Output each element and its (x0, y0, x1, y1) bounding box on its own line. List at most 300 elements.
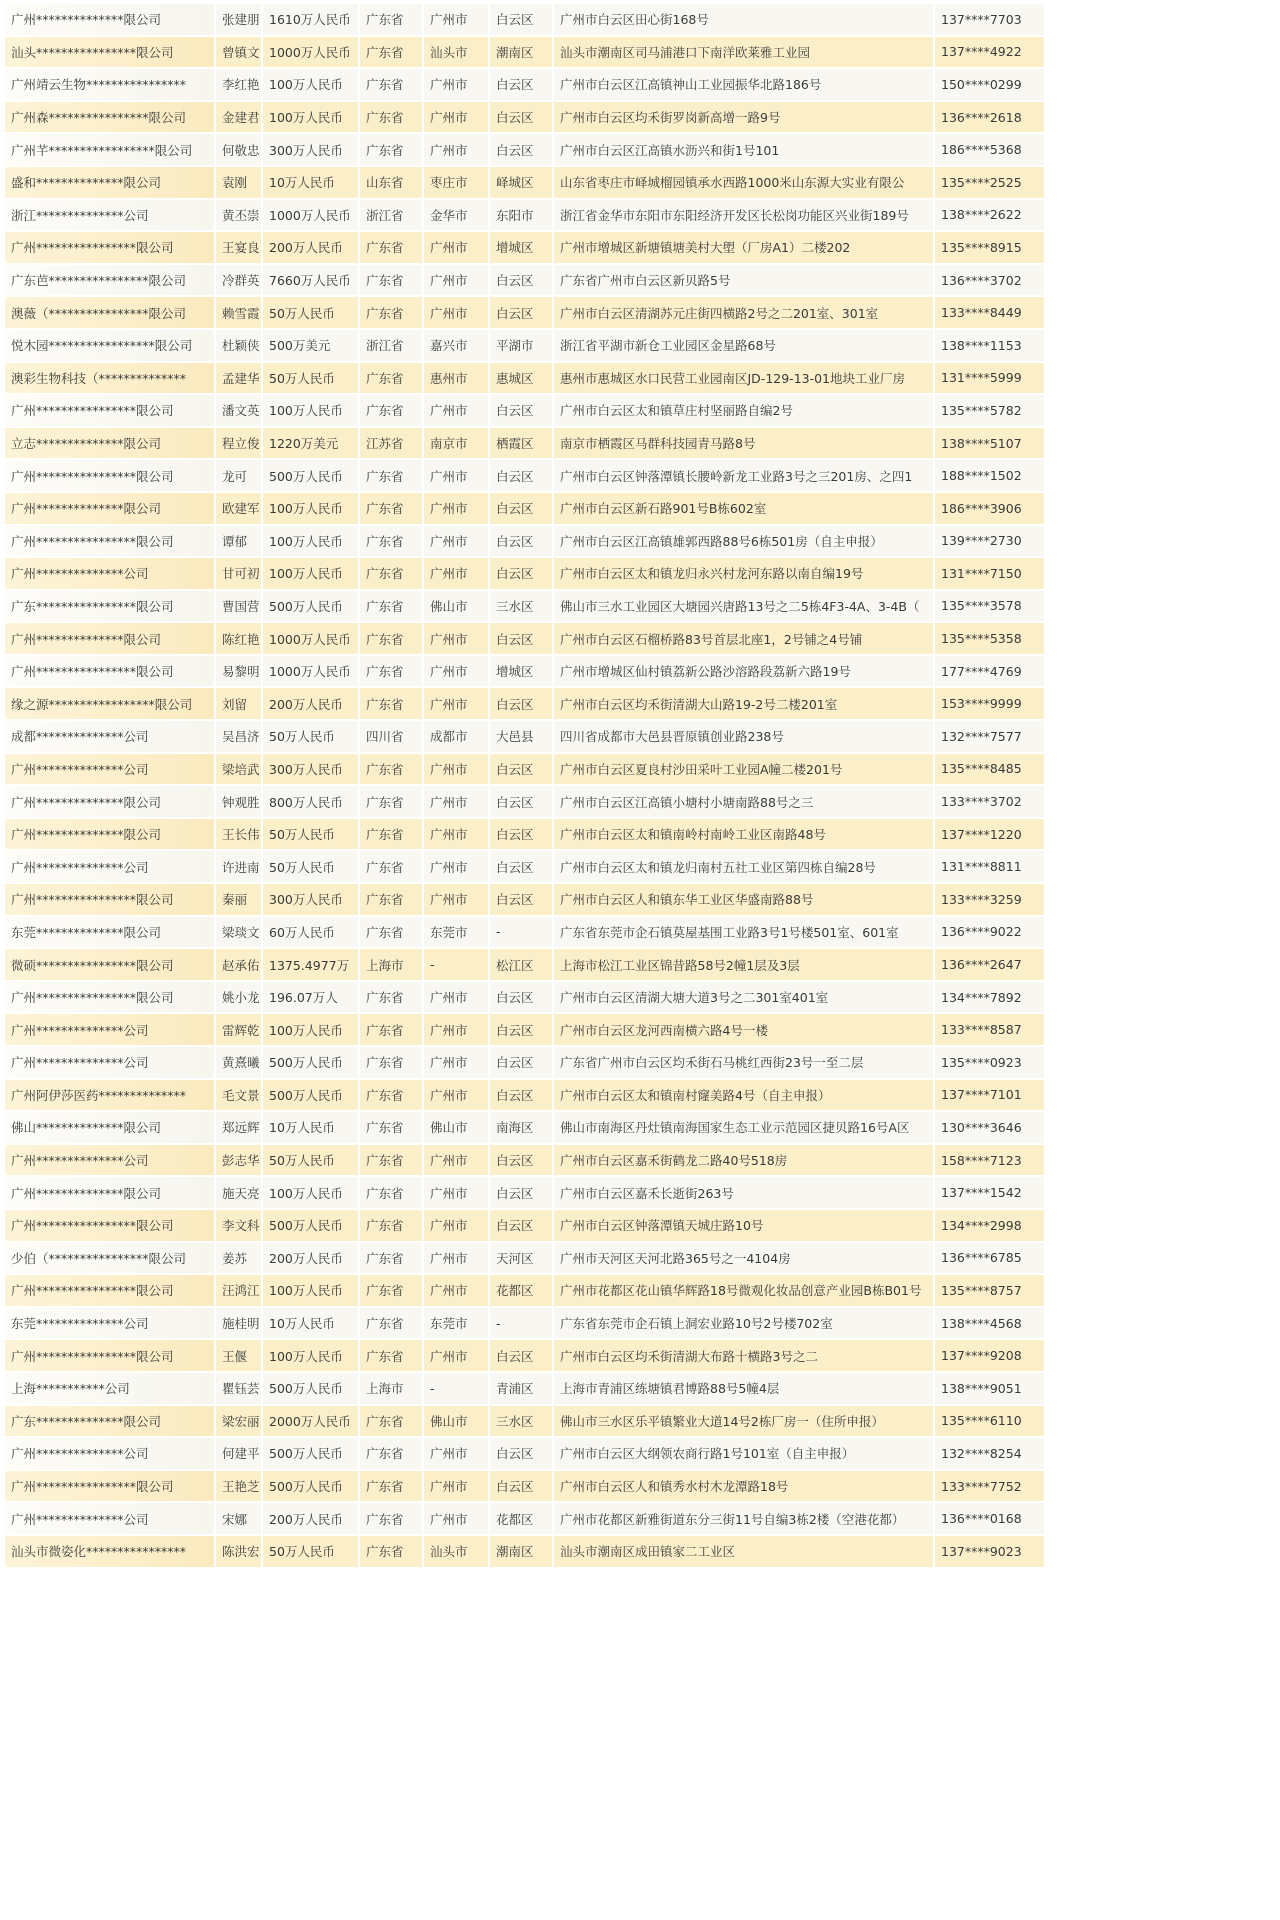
legal-rep-cell: 潘文英 (215, 394, 262, 427)
legal-rep-cell: 陈红艳 (215, 622, 262, 655)
district-cell: 增城区 (489, 231, 553, 264)
phone-cell: 137****7703 (934, 4, 1045, 36)
district-cell: - (489, 1307, 553, 1340)
province-cell: 山东省 (359, 166, 423, 199)
capital-cell: 500万人民币 (262, 1470, 359, 1503)
legal-rep-cell: 谭郁 (215, 525, 262, 558)
address-cell: 广州市白云区人和镇秀水村木龙潭路18号 (553, 1470, 934, 1503)
capital-cell: 500万人民币 (262, 1079, 359, 1112)
district-cell: 白云区 (489, 850, 553, 883)
city-cell: 佛山市 (423, 1111, 489, 1144)
company-name-cell: 广州****************限公司 (5, 1209, 215, 1242)
legal-rep-cell: 赵承佑 (215, 948, 262, 981)
company-name-cell: 少伯（****************限公司 (5, 1242, 215, 1275)
district-cell: 天河区 (489, 1242, 553, 1275)
phone-cell: 133****7752 (934, 1470, 1045, 1503)
phone-cell: 186****3906 (934, 492, 1045, 525)
table-row (5, 1470, 1045, 1503)
table-row (5, 1372, 1045, 1405)
city-cell: 广州市 (423, 1046, 489, 1079)
table-row (5, 101, 1045, 134)
capital-cell: 50万人民币 (262, 850, 359, 883)
address-cell: 广州市白云区人和镇东华工业区华盛南路88号 (553, 883, 934, 916)
province-cell: 广东省 (359, 916, 423, 949)
capital-cell: 500万人民币 (262, 1437, 359, 1470)
company-name-cell: 成都**************公司 (5, 720, 215, 753)
phone-cell: 138****1153 (934, 329, 1045, 362)
phone-cell: 138****9051 (934, 1372, 1045, 1405)
district-cell: 松江区 (489, 948, 553, 981)
company-name-cell: 广州阿伊莎医药************** (5, 1079, 215, 1112)
province-cell: 广东省 (359, 525, 423, 558)
address-cell: 广州市增城区新塘镇塘美村大塱（厂房A1）二楼202 (553, 231, 934, 264)
legal-rep-cell: 李文科 (215, 1209, 262, 1242)
city-cell: 嘉兴市 (423, 329, 489, 362)
phone-cell: 153****9999 (934, 687, 1045, 720)
address-cell: 上海市松江工业区锦昔路58号2幢1层及3层 (553, 948, 934, 981)
table-row (5, 231, 1045, 264)
legal-rep-cell: 李红艳 (215, 68, 262, 101)
company-name-cell: 立志**************限公司 (5, 427, 215, 460)
capital-cell: 10万人民币 (262, 1307, 359, 1340)
phone-cell: 150****0299 (934, 68, 1045, 101)
address-cell: 广州市白云区太和镇龙归永兴村龙河东路以南自编19号 (553, 557, 934, 590)
address-cell: 惠州市惠城区水口民营工业园南区JD-129-13-01地块工业厂房 (553, 362, 934, 395)
address-cell: 广州市白云区均禾街清湖大山路19-2号二楼201室 (553, 687, 934, 720)
city-cell: 广州市 (423, 818, 489, 851)
district-cell: 白云区 (489, 753, 553, 786)
table-row (5, 1339, 1045, 1372)
table-row (5, 1046, 1045, 1079)
table-row (5, 133, 1045, 166)
company-name-cell: 广州**************公司 (5, 1502, 215, 1535)
city-cell: 广州市 (423, 394, 489, 427)
province-cell: 广东省 (359, 850, 423, 883)
district-cell: 三水区 (489, 590, 553, 623)
phone-cell: 136****2647 (934, 948, 1045, 981)
legal-rep-cell: 欧建军 (215, 492, 262, 525)
capital-cell: 200万人民币 (262, 231, 359, 264)
province-cell: 广东省 (359, 1405, 423, 1438)
capital-cell: 100万人民币 (262, 68, 359, 101)
company-name-cell: 广州**************限公司 (5, 622, 215, 655)
province-cell: 广东省 (359, 1176, 423, 1209)
province-cell: 广东省 (359, 133, 423, 166)
phone-cell: 186****5368 (934, 133, 1045, 166)
table-row (5, 166, 1045, 199)
address-cell: 上海市青浦区练塘镇君博路88号5幢4层 (553, 1372, 934, 1405)
district-cell: 潮南区 (489, 1535, 553, 1568)
district-cell: 东阳市 (489, 199, 553, 232)
address-cell: 广州市白云区江高镇神山工业园振华北路186号 (553, 68, 934, 101)
district-cell: 白云区 (489, 101, 553, 134)
company-name-cell: 佛山**************限公司 (5, 1111, 215, 1144)
legal-rep-cell: 何敬忠 (215, 133, 262, 166)
address-cell: 广州市花都区新雅街道东分三街11号自编3栋2楼（空港花都） (553, 1502, 934, 1535)
city-cell: 广州市 (423, 622, 489, 655)
city-cell: - (423, 948, 489, 981)
district-cell: 白云区 (489, 133, 553, 166)
capital-cell: 300万人民币 (262, 883, 359, 916)
city-cell: 广州市 (423, 850, 489, 883)
company-name-cell: 澳彩生物科技（************** (5, 362, 215, 395)
table-row (5, 948, 1045, 981)
city-cell: 广州市 (423, 1274, 489, 1307)
city-cell: 佛山市 (423, 1405, 489, 1438)
capital-cell: 100万人民币 (262, 1339, 359, 1372)
province-cell: 广东省 (359, 1470, 423, 1503)
address-cell: 广州市白云区大纲领农商行路1号101室（自主申报） (553, 1437, 934, 1470)
legal-rep-cell: 梁宏丽 (215, 1405, 262, 1438)
district-cell: 白云区 (489, 264, 553, 297)
city-cell: 汕头市 (423, 36, 489, 69)
table-row (5, 525, 1045, 558)
province-cell: 广东省 (359, 362, 423, 395)
phone-cell: 135****2525 (934, 166, 1045, 199)
capital-cell: 100万人民币 (262, 101, 359, 134)
legal-rep-cell: 钟观胜 (215, 785, 262, 818)
province-cell: 广东省 (359, 1307, 423, 1340)
company-name-cell: 缘之源*****************限公司 (5, 687, 215, 720)
capital-cell: 300万人民币 (262, 133, 359, 166)
table-row (5, 1144, 1045, 1177)
legal-rep-cell: 姜苏 (215, 1242, 262, 1275)
legal-rep-cell: 龙可 (215, 459, 262, 492)
address-cell: 广州市白云区钟落潭镇天城庄路10号 (553, 1209, 934, 1242)
company-name-cell: 广州**************限公司 (5, 492, 215, 525)
province-cell: 广东省 (359, 1013, 423, 1046)
legal-rep-cell: 杜颖侠 (215, 329, 262, 362)
capital-cell: 100万人民币 (262, 1176, 359, 1209)
legal-rep-cell: 曾镇文 (215, 36, 262, 69)
city-cell: 广州市 (423, 557, 489, 590)
city-cell: 广州市 (423, 753, 489, 786)
legal-rep-cell: 秦丽 (215, 883, 262, 916)
province-cell: 广东省 (359, 264, 423, 297)
phone-cell: 135****8485 (934, 753, 1045, 786)
phone-cell: 136****9022 (934, 916, 1045, 949)
city-cell: 惠州市 (423, 362, 489, 395)
phone-cell: 133****3702 (934, 785, 1045, 818)
legal-rep-cell: 甘可初 (215, 557, 262, 590)
company-name-cell: 广州****************限公司 (5, 655, 215, 688)
province-cell: 上海市 (359, 1372, 423, 1405)
table-row (5, 4, 1045, 36)
company-table (5, 4, 1046, 1569)
phone-cell: 137****7101 (934, 1079, 1045, 1112)
capital-cell: 300万人民币 (262, 753, 359, 786)
address-cell: 广州市白云区清湖大塘大道3号之二301室401室 (553, 981, 934, 1014)
city-cell: 广州市 (423, 1144, 489, 1177)
capital-cell: 7660万人民币 (262, 264, 359, 297)
capital-cell: 10万人民币 (262, 166, 359, 199)
phone-cell: 131****7150 (934, 557, 1045, 590)
address-cell: 广州市白云区江高镇水沥兴和街1号101 (553, 133, 934, 166)
district-cell: 南海区 (489, 1111, 553, 1144)
address-cell: 汕头市潮南区成田镇家二工业区 (553, 1535, 934, 1568)
district-cell: 白云区 (489, 68, 553, 101)
company-name-cell: 广州**************公司 (5, 1046, 215, 1079)
company-name-cell: 广州**************公司 (5, 753, 215, 786)
capital-cell: 100万人民币 (262, 394, 359, 427)
table-row (5, 1405, 1045, 1438)
city-cell: 广州市 (423, 687, 489, 720)
table-row (5, 981, 1045, 1014)
phone-cell: 137****1542 (934, 1176, 1045, 1209)
province-cell: 广东省 (359, 981, 423, 1014)
legal-rep-cell: 易黎明 (215, 655, 262, 688)
company-name-cell: 广州**************限公司 (5, 785, 215, 818)
province-cell: 广东省 (359, 1339, 423, 1372)
table-row (5, 1274, 1045, 1307)
address-cell: 广州市白云区太和镇龙归南村五社工业区第四栋自编28号 (553, 850, 934, 883)
table-row (5, 492, 1045, 525)
province-cell: 广东省 (359, 1242, 423, 1275)
phone-cell: 177****4769 (934, 655, 1045, 688)
company-name-cell: 广州****************限公司 (5, 883, 215, 916)
district-cell: 白云区 (489, 557, 553, 590)
city-cell: 广州市 (423, 296, 489, 329)
table-body (5, 4, 1045, 1568)
district-cell: 青浦区 (489, 1372, 553, 1405)
district-cell: 白云区 (489, 687, 553, 720)
capital-cell: 50万人民币 (262, 818, 359, 851)
legal-rep-cell: 雷辉乾 (215, 1013, 262, 1046)
address-cell: 广州市白云区夏良村沙田采叶工业园A幢二楼201号 (553, 753, 934, 786)
table-row (5, 1307, 1045, 1340)
table-row (5, 459, 1045, 492)
capital-cell: 500万人民币 (262, 1046, 359, 1079)
province-cell: 广东省 (359, 590, 423, 623)
province-cell: 广东省 (359, 231, 423, 264)
province-cell: 广东省 (359, 1437, 423, 1470)
district-cell: 花都区 (489, 1502, 553, 1535)
province-cell: 江苏省 (359, 427, 423, 460)
legal-rep-cell: 王艳芝 (215, 1470, 262, 1503)
legal-rep-cell: 吴昌济 (215, 720, 262, 753)
table-row (5, 1437, 1045, 1470)
company-name-cell: 广州****************限公司 (5, 394, 215, 427)
city-cell: 东莞市 (423, 1307, 489, 1340)
phone-cell: 131****5999 (934, 362, 1045, 395)
legal-rep-cell: 王长伟 (215, 818, 262, 851)
table-row (5, 687, 1045, 720)
capital-cell: 196.07万人 (262, 981, 359, 1014)
district-cell: 增城区 (489, 655, 553, 688)
province-cell: 广东省 (359, 492, 423, 525)
legal-rep-cell: 梁培武 (215, 753, 262, 786)
city-cell: 广州市 (423, 1339, 489, 1372)
province-cell: 广东省 (359, 1502, 423, 1535)
city-cell: 广州市 (423, 68, 489, 101)
phone-cell: 135****5782 (934, 394, 1045, 427)
table-row (5, 199, 1045, 232)
district-cell: - (489, 916, 553, 949)
legal-rep-cell: 汪鸿江 (215, 1274, 262, 1307)
phone-cell: 134****7892 (934, 981, 1045, 1014)
phone-cell: 158****7123 (934, 1144, 1045, 1177)
phone-cell: 135****5358 (934, 622, 1045, 655)
city-cell: 广州市 (423, 883, 489, 916)
phone-cell: 134****2998 (934, 1209, 1045, 1242)
company-name-cell: 广州**************限公司 (5, 4, 215, 36)
city-cell: 金华市 (423, 199, 489, 232)
district-cell: 花都区 (489, 1274, 553, 1307)
province-cell: 广东省 (359, 622, 423, 655)
table-row (5, 1013, 1045, 1046)
table-row (5, 362, 1045, 395)
capital-cell: 50万人民币 (262, 1144, 359, 1177)
province-cell: 广东省 (359, 36, 423, 69)
company-name-cell: 广东芭****************限公司 (5, 264, 215, 297)
company-name-cell: 广州****************限公司 (5, 459, 215, 492)
district-cell: 白云区 (489, 1144, 553, 1177)
phone-cell: 136****6785 (934, 1242, 1045, 1275)
province-cell: 广东省 (359, 459, 423, 492)
legal-rep-cell: 王宴良 (215, 231, 262, 264)
legal-rep-cell: 姚小龙 (215, 981, 262, 1014)
legal-rep-cell: 彭志华 (215, 1144, 262, 1177)
legal-rep-cell: 曹国营 (215, 590, 262, 623)
city-cell: 广州市 (423, 1242, 489, 1275)
phone-cell: 133****8587 (934, 1013, 1045, 1046)
city-cell: 广州市 (423, 264, 489, 297)
address-cell: 广州市白云区钟落潭镇长腰岭新龙工业路3号之三201房、之四1 (553, 459, 934, 492)
company-name-cell: 广州**************限公司 (5, 1176, 215, 1209)
city-cell: 广州市 (423, 785, 489, 818)
district-cell: 潮南区 (489, 36, 553, 69)
capital-cell: 1000万人民币 (262, 622, 359, 655)
province-cell: 广东省 (359, 687, 423, 720)
table-row (5, 1535, 1045, 1568)
address-cell: 广州市天河区天河北路365号之一4104房 (553, 1242, 934, 1275)
capital-cell: 1000万人民币 (262, 199, 359, 232)
capital-cell: 500万美元 (262, 329, 359, 362)
province-cell: 广东省 (359, 753, 423, 786)
legal-rep-cell: 张建朋 (215, 4, 262, 36)
province-cell: 广东省 (359, 883, 423, 916)
legal-rep-cell: 黄丕崇 (215, 199, 262, 232)
city-cell: 广州市 (423, 4, 489, 36)
capital-cell: 100万人民币 (262, 525, 359, 558)
province-cell: 广东省 (359, 394, 423, 427)
address-cell: 浙江省金华市东阳市东阳经济开发区长松岗功能区兴业街189号 (553, 199, 934, 232)
table-row (5, 1502, 1045, 1535)
province-cell: 广东省 (359, 785, 423, 818)
capital-cell: 10万人民币 (262, 1111, 359, 1144)
phone-cell: 135****3578 (934, 590, 1045, 623)
table-row (5, 720, 1045, 753)
capital-cell: 1610万人民币 (262, 4, 359, 36)
district-cell: 白云区 (489, 1339, 553, 1372)
address-cell: 广州市白云区清湖苏元庄街四横路2号之二201室、301室 (553, 296, 934, 329)
address-cell: 广州市白云区石榴桥路83号首层北座1，2号铺之4号铺 (553, 622, 934, 655)
capital-cell: 100万人民币 (262, 1274, 359, 1307)
legal-rep-cell: 程立俊 (215, 427, 262, 460)
table-row (5, 883, 1045, 916)
company-name-cell: 广州**************公司 (5, 1144, 215, 1177)
district-cell: 白云区 (489, 1079, 553, 1112)
district-cell: 白云区 (489, 622, 553, 655)
phone-cell: 132****7577 (934, 720, 1045, 753)
company-name-cell: 汕头****************限公司 (5, 36, 215, 69)
legal-rep-cell: 毛文景 (215, 1079, 262, 1112)
phone-cell: 133****8449 (934, 296, 1045, 329)
legal-rep-cell: 施桂明 (215, 1307, 262, 1340)
table-row (5, 36, 1045, 69)
phone-cell: 136****2618 (934, 101, 1045, 134)
capital-cell: 1375.4977万 (262, 948, 359, 981)
district-cell: 白云区 (489, 4, 553, 36)
capital-cell: 50万人民币 (262, 720, 359, 753)
city-cell: 广州市 (423, 1470, 489, 1503)
city-cell: 南京市 (423, 427, 489, 460)
address-cell: 佛山市南海区丹灶镇南海国家生态工业示范园区捷贝路16号A区 (553, 1111, 934, 1144)
district-cell: 白云区 (489, 1209, 553, 1242)
capital-cell: 800万人民币 (262, 785, 359, 818)
table-row (5, 622, 1045, 655)
table-row (5, 394, 1045, 427)
address-cell: 广州市白云区江高镇小塘村小塘南路88号之三 (553, 785, 934, 818)
table-row (5, 557, 1045, 590)
table-row (5, 68, 1045, 101)
phone-cell: 137****4922 (934, 36, 1045, 69)
capital-cell: 500万人民币 (262, 459, 359, 492)
district-cell: 白云区 (489, 492, 553, 525)
address-cell: 广州市花都区花山镇华辉路18号微观化妆品创意产业园B栋B01号 (553, 1274, 934, 1307)
city-cell: 枣庄市 (423, 166, 489, 199)
district-cell: 平湖市 (489, 329, 553, 362)
phone-cell: 135****8757 (934, 1274, 1045, 1307)
capital-cell: 1000万人民币 (262, 36, 359, 69)
province-cell: 广东省 (359, 1046, 423, 1079)
capital-cell: 1220万美元 (262, 427, 359, 460)
district-cell: 白云区 (489, 981, 553, 1014)
city-cell: 广州市 (423, 525, 489, 558)
district-cell: 白云区 (489, 296, 553, 329)
legal-rep-cell: 陈洪宏 (215, 1535, 262, 1568)
district-cell: 惠城区 (489, 362, 553, 395)
company-name-cell: 广州**************限公司 (5, 818, 215, 851)
company-name-cell: 广州**************公司 (5, 557, 215, 590)
table-row (5, 753, 1045, 786)
district-cell: 白云区 (489, 394, 553, 427)
district-cell: 白云区 (489, 1013, 553, 1046)
city-cell: 广州市 (423, 1176, 489, 1209)
address-cell: 广州市白云区太和镇南村窿美路4号（自主申报） (553, 1079, 934, 1112)
legal-rep-cell: 宋娜 (215, 1502, 262, 1535)
capital-cell: 200万人民币 (262, 687, 359, 720)
capital-cell: 500万人民币 (262, 1372, 359, 1405)
address-cell: 广州市白云区太和镇草庄村坚丽路自编2号 (553, 394, 934, 427)
capital-cell: 100万人民币 (262, 492, 359, 525)
capital-cell: 50万人民币 (262, 296, 359, 329)
district-cell: 白云区 (489, 525, 553, 558)
company-name-cell: 悦木园*****************限公司 (5, 329, 215, 362)
province-cell: 广东省 (359, 557, 423, 590)
address-cell: 广州市白云区江高镇雄郭西路88号6栋501房（自主申报） (553, 525, 934, 558)
company-name-cell: 东莞**************限公司 (5, 916, 215, 949)
company-name-cell: 上海***********公司 (5, 1372, 215, 1405)
legal-rep-cell: 袁刚 (215, 166, 262, 199)
address-cell: 广州市白云区嘉禾街鹤龙二路40号518房 (553, 1144, 934, 1177)
province-cell: 广东省 (359, 101, 423, 134)
address-cell: 广州市白云区嘉禾长逝街263号 (553, 1176, 934, 1209)
district-cell: 栖霞区 (489, 427, 553, 460)
capital-cell: 50万人民币 (262, 362, 359, 395)
city-cell: 广州市 (423, 1013, 489, 1046)
table-row (5, 1079, 1045, 1112)
